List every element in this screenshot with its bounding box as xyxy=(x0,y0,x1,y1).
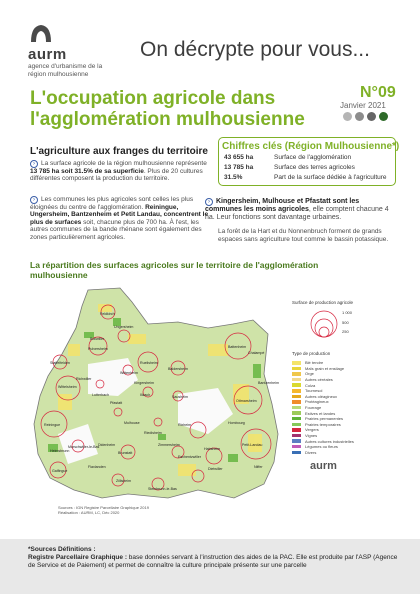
series-header: On décrypte pour vous... xyxy=(140,38,370,61)
circle-size-label: 1 000 xyxy=(342,310,353,315)
commune-label: Bollwiller xyxy=(90,337,105,341)
dot-3 xyxy=(367,112,376,121)
commune-label: Mulhouse xyxy=(124,421,140,425)
circle-size-label: 250 xyxy=(342,329,349,334)
legend-swatch xyxy=(292,395,301,399)
commune-label: Reiningue xyxy=(44,423,61,427)
key-figures-title: Chiffres clés (Région Mulhousienne*) xyxy=(222,141,400,152)
legend-swatch xyxy=(292,423,301,427)
section2-paragraph-2: La forêt de la Hart et du Nonnenbruch forment de grands espaces sans agriculture tout comme le bassin potassique. xyxy=(218,228,389,243)
legend-label: Maïs grain et ensilage xyxy=(305,365,345,371)
legend-label: Divers xyxy=(305,449,317,455)
footer-definitions: *Sources Définitions : Registre Parcellaire Graphique : base données servant à l'instruction des aides de la PAC. Elle est produite par l'ASP (Agence de Service et de Paiement) et permet de connaître la culture principale présente sur une parcelle xyxy=(28,546,398,569)
commune-label: Didenheim xyxy=(98,443,116,447)
org-subtitle: agence d'urbanisme de la région mulhousienne xyxy=(28,63,103,78)
legend-label: Blé tendre xyxy=(305,360,324,366)
map-legend xyxy=(292,300,402,455)
circle-legend-title: Surface de production agricole xyxy=(292,300,354,305)
commune-label: Galfingue xyxy=(52,469,68,473)
type-legend-title: Type de production xyxy=(292,351,331,356)
legend-swatch xyxy=(292,367,301,371)
aurm-logo-icon xyxy=(28,22,54,44)
legend-swatch xyxy=(292,383,301,387)
key-figure-row: 13 785 ha Surface des terres agricoles xyxy=(224,164,355,171)
commune-label: Sausheim xyxy=(172,395,188,399)
commune-label: Dietwiller xyxy=(208,467,223,471)
commune-label: Morschwiller-le-Bas xyxy=(68,445,100,449)
commune-label: Lutterbach xyxy=(92,393,109,397)
legend-label: Fourrage xyxy=(305,405,322,411)
commune-label: Hombourg xyxy=(228,421,245,425)
arrow-right-icon: › xyxy=(30,160,38,168)
issue-date: Janvier 2021 xyxy=(340,101,386,110)
commune-label: Ottmarsheim xyxy=(236,399,257,403)
commune-label: Battenheim xyxy=(228,345,247,349)
circle-size-legend xyxy=(302,308,372,338)
commune-label: Flaxlanden xyxy=(88,465,106,469)
legend-label: Prairies permanentes xyxy=(305,416,344,422)
legend-swatch xyxy=(292,445,301,449)
legend-label: Prairies temporaires xyxy=(305,421,341,427)
commune-label: Petit-Landau xyxy=(242,443,263,447)
section-heading: L'agriculture aux franges du territoire xyxy=(30,146,208,157)
issue-dots xyxy=(343,112,388,121)
commune-label: Kingersheim xyxy=(134,381,154,385)
type-legend-list xyxy=(292,360,402,455)
legend-label: Vergers xyxy=(305,427,319,433)
agricultural-map xyxy=(28,284,290,512)
legend-label: Vignes xyxy=(305,433,318,439)
page-title: L'occupation agricole dans l'agglomération mulhousienne xyxy=(30,88,305,130)
dot-1 xyxy=(343,112,352,121)
commune-label: Bantzenheim xyxy=(258,381,279,385)
legend-label: Autres oléagineux xyxy=(305,393,338,399)
commune-label: Habsheim xyxy=(204,447,221,451)
legend-label: Protéagineux xyxy=(305,399,329,405)
key-figure-row: 43 655 ha Surface de l'agglomération xyxy=(224,154,352,161)
commune-label: Wittenheim xyxy=(120,371,138,375)
map-title: La répartition des surfaces agricoles sur le territoire de l'agglomération mulhousienne xyxy=(30,260,319,280)
section2-paragraph-1: Kingersheim, Mulhouse et Pfastatt sont les communes les moins agricoles, elle comptent chacune 4 ha. Leur fonctions sont davantage urbaines. xyxy=(205,198,389,221)
dot-4 xyxy=(379,112,388,121)
legend-label: Autres cultures industrielles xyxy=(305,438,354,444)
aurm-watermark: aurm xyxy=(310,460,337,472)
key-figure-row: 31.5% Part de la surface dédiée à l'agriculture xyxy=(224,174,387,181)
legend-swatch xyxy=(292,451,301,455)
section1-paragraph-2: Les communes les plus agricoles sont celles les plus éloignées du centre de l'agglomération. Reiningue, Ungersheim, Bantzenheim et Petit Landau, concentrent le plus de surfaces soit, chacune plus de 700 ha. À l'est, les autres communes de la bande rhénane sont également des zones particulièrement agricoles. xyxy=(30,196,209,241)
commune-label: Staffelfelden xyxy=(50,361,70,365)
dot-2 xyxy=(355,112,364,121)
legend-swatch xyxy=(292,389,301,393)
commune-label: Feldkirch xyxy=(100,312,115,316)
commune-label: Wittelsheim xyxy=(58,385,77,389)
legend-label: Autres céréales xyxy=(305,377,333,383)
legend-swatch xyxy=(292,411,301,415)
commune-label: Riedisheim xyxy=(144,431,162,435)
legend-label: Orge xyxy=(305,371,314,377)
legend-swatch xyxy=(292,378,301,382)
commune-label: Niffer xyxy=(254,465,263,469)
commune-label: Richwiller xyxy=(76,377,92,381)
commune-label: Chalampé xyxy=(248,351,265,355)
map-source: Sources : IGN Registre Parcellaire Graphique 2019 Réalisation : AURM, LC, Déc 2020 xyxy=(58,505,149,515)
section1-paragraph-1: La surface agricole de la région mulhousienne représente 13 785 ha soit 31.5% de sa superficie. Plus de 20 cultures différentes composent la production du territoire. xyxy=(30,160,207,183)
legend-swatch xyxy=(292,406,301,410)
legend-label: Légumes ou fleurs xyxy=(305,444,338,450)
commune-label: Pulversheim xyxy=(88,347,108,351)
commune-label: Rixheim xyxy=(178,423,191,427)
arrow-right-icon: › xyxy=(30,196,38,204)
legend-swatch xyxy=(292,372,301,376)
circle-size-label: 500 xyxy=(342,320,349,325)
legend-label: Colza xyxy=(305,382,316,388)
commune-label: Pfastatt xyxy=(110,401,123,405)
commune-label: Brunstatt xyxy=(118,451,133,455)
legend-swatch xyxy=(292,428,301,432)
commune-label: Zillisheim xyxy=(116,479,131,483)
legend-item xyxy=(292,450,402,456)
legend-label: Estives et landes xyxy=(305,410,336,416)
legend-swatch xyxy=(292,439,301,443)
legend-label: Tournesol xyxy=(305,388,323,394)
issue-number: N°09 xyxy=(360,84,396,101)
commune-label: Heimsbrunn xyxy=(50,449,70,453)
key-figures-list xyxy=(224,154,394,181)
legend-swatch xyxy=(292,361,301,365)
org-logo-name: aurm xyxy=(28,46,67,63)
commune-label: Zimmersheim xyxy=(158,443,180,447)
commune-label: Ungersheim xyxy=(114,325,134,329)
legend-swatch xyxy=(292,417,301,421)
commune-label: Baldersheim xyxy=(168,367,188,371)
legend-swatch xyxy=(292,434,301,438)
commune-label: Eschentzwiller xyxy=(178,455,201,459)
arrow-right-icon: › xyxy=(205,198,213,206)
commune-label: Ruelisheim xyxy=(140,361,158,365)
legend-swatch xyxy=(292,400,301,404)
commune-label: Steinbrunn-le-Bas xyxy=(148,487,177,491)
commune-label: Illzach xyxy=(140,393,151,397)
